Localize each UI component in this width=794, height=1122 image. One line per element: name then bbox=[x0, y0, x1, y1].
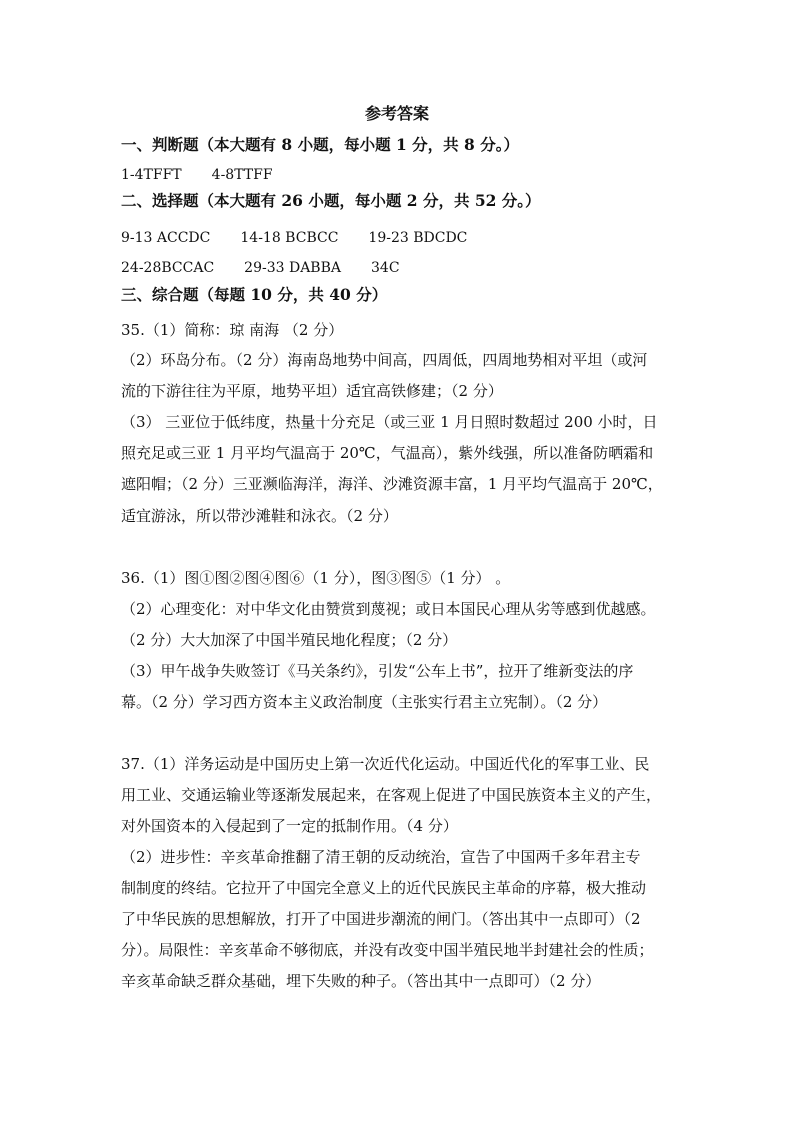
q37-line: 制制度的终结。它拉开了中国完全意义上的近代民族民主革命的序幕，极大推动 bbox=[121, 879, 647, 897]
section2-answers-row2 bbox=[121, 258, 684, 278]
q37-line: 了中华民族的思想解放，打开了中国进步潮流的闸门。（答出其中一点即可）（2 bbox=[121, 910, 641, 928]
q36-line: （2 分）大大加深了中国半殖民地化程度；（2 分） bbox=[121, 631, 458, 649]
q35-line: （3） 三亚位于低纬度，热量十分充足（或三亚 1 月日照时数超过 200 小时，日 bbox=[121, 413, 658, 431]
q37-line: （2）进步性：辛亥革命推翻了清王朝的反动统治，宣告了中国两千多年君主专 bbox=[121, 848, 641, 866]
section3-heading: 三、综合题（每题 10 分，共 40 分） bbox=[121, 285, 388, 304]
q35-line: 流的下游往往为平原，地势平坦）适宜高铁修建；（2 分） bbox=[121, 382, 503, 400]
answer-group: 34C bbox=[371, 260, 400, 276]
q37-line: 37.（1）洋务运动是中国历史上第一次近代化运动。中国近代化的军事工业、民 bbox=[121, 755, 650, 773]
q36-line: （3）甲午战争失败签订《马关条约》，引发“公车上书”，拉开了维新变法的序 bbox=[121, 662, 634, 680]
answer-group: 24-28BCCAC bbox=[121, 260, 215, 276]
answer-group: 14-18 BCBCC bbox=[240, 230, 339, 246]
q36-line: 36.（1）图①图②图④图⑥（1 分），图③图⑤（1 分） 。 bbox=[121, 569, 511, 587]
section2-heading: 二、选择题（本大题有 26 小题，每小题 2 分，共 52 分。） bbox=[121, 191, 541, 210]
answer-group: 29-33 DABBA bbox=[244, 260, 341, 276]
section1-answers bbox=[121, 165, 684, 185]
q35-line: 适宜游泳，所以带沙滩鞋和泳衣。（2 分） bbox=[121, 507, 398, 525]
answer-group: 9-13 ACCDC bbox=[121, 230, 211, 246]
q36-line: （2）心理变化：对中华文化由赞赏到蔑视；或日本国民心理从劣等感到优越感。 bbox=[121, 600, 656, 618]
q35-line: 照充足或三亚 1 月平均气温高于 20℃，气温高），紫外线强，所以准备防晒霜和 bbox=[121, 444, 654, 462]
q35-line: （2）环岛分布。（2 分）海南岛地势中间高，四周低，四周地势相对平坦（或河 bbox=[121, 351, 648, 369]
q37-line: 用工业、交通运输业等逐渐发展起来，在客观上促进了中国民族资本主义的产生， bbox=[121, 786, 662, 804]
section1-heading: 一、判断题（本大题有 8 小题，每小题 1 分，共 8 分。） bbox=[121, 135, 519, 154]
q37-line: 辛亥革命缺乏群众基础，埋下失败的种子。（答出其中一点即可）（2 分） bbox=[121, 972, 601, 990]
q37-line: 分）。局限性：辛亥革命不够彻底，并没有改变中国半殖民地半封建社会的性质； bbox=[121, 941, 654, 959]
q37-line: 对外国资本的入侵起到了一定的抵制作用。（4 分） bbox=[121, 817, 458, 835]
answer-group: 4-8TTFF bbox=[211, 167, 273, 183]
answer-group: 19-23 BDCDC bbox=[368, 230, 468, 246]
q35-line: 35.（1）简称：琼 南海 （2 分） bbox=[121, 321, 344, 339]
q35-line: 遮阳帽；（2 分）三亚濒临海洋，海洋、沙滩资源丰富，1 月平均气温高于 20℃， bbox=[121, 475, 663, 493]
answer-group: 1-4TFFT bbox=[121, 167, 182, 183]
page-title: 参考答案 bbox=[364, 104, 429, 123]
q36-line: 幕。（2 分）学习西方资本主义政治制度（主张实行君主立宪制）。（2 分） bbox=[121, 693, 608, 711]
section2-answers-row1 bbox=[121, 228, 684, 248]
